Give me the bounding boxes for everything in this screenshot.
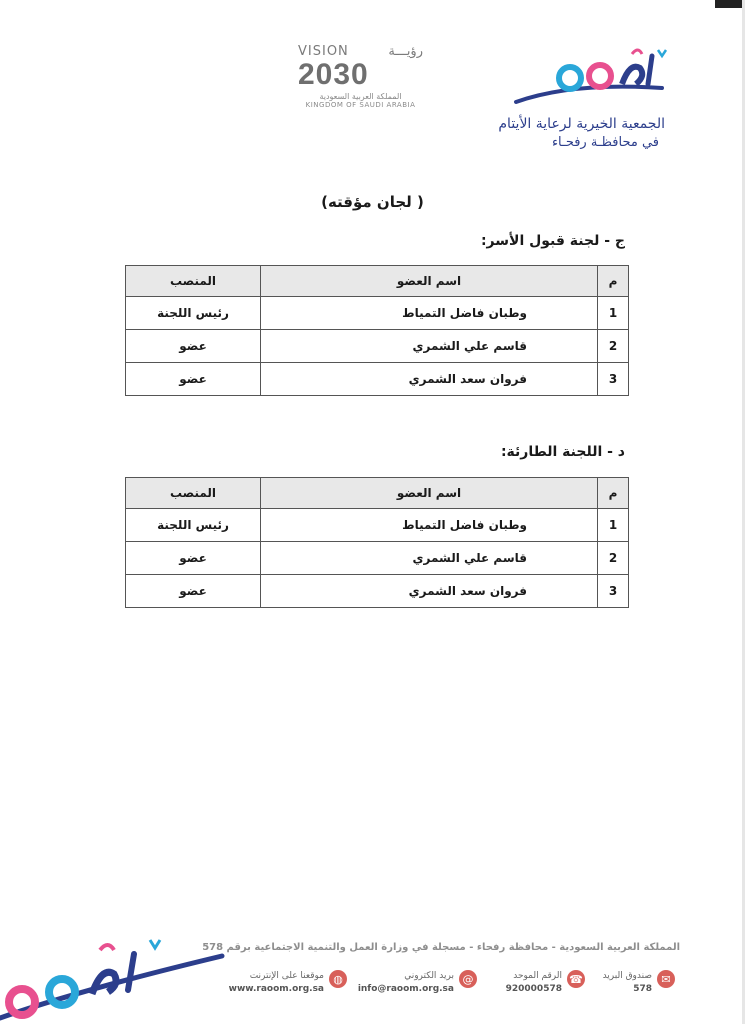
- contact-label: موقعنا على الإنترنت: [249, 971, 324, 981]
- column-header-number: م: [598, 478, 629, 509]
- vision-year: 2030: [298, 58, 369, 91]
- column-header-number: م: [598, 266, 629, 297]
- emergency-committee-table: [125, 477, 629, 608]
- table-header-row: [126, 266, 629, 297]
- member-name: فروان سعد الشمري: [261, 363, 598, 396]
- member-position: رئيس اللجنة: [126, 509, 261, 542]
- at-icon: @: [459, 970, 477, 988]
- contact-label: صندوق البريد: [602, 971, 652, 981]
- column-header-member: اسم العضو: [261, 266, 598, 297]
- section-heading-admissions: ج - لجنة قبول الأسر:: [480, 233, 625, 249]
- contact-label: الرقم الموحد: [513, 971, 562, 981]
- raoom-logo: [512, 42, 682, 110]
- row-number: 1: [598, 297, 629, 330]
- contact-value: 578: [633, 984, 652, 994]
- contact-label: بريد الكتروني: [404, 971, 454, 981]
- globe-icon: ◍: [329, 970, 347, 988]
- scan-edge: [715, 0, 745, 8]
- vision-word-ar: رؤيـــة: [388, 44, 423, 59]
- member-position: عضو: [126, 363, 261, 396]
- table-row: [126, 363, 629, 396]
- mailbox-icon: ✉: [657, 970, 675, 988]
- member-name: وطبان فاضل التمياط: [261, 297, 598, 330]
- contact-phone: [506, 970, 585, 996]
- member-position: عضو: [126, 542, 261, 575]
- admissions-committee-table: [125, 265, 629, 396]
- table-row: [126, 330, 629, 363]
- table-row: [126, 575, 629, 608]
- member-position: رئيس اللجنة: [126, 297, 261, 330]
- contact-value[interactable]: 920000578: [505, 984, 562, 994]
- column-header-member: اسم العضو: [261, 478, 598, 509]
- contact-value[interactable]: www.raoom.org.sa: [228, 984, 324, 994]
- member-name: وطبان فاضل التمياط: [261, 509, 598, 542]
- vision-2030-logo: [298, 44, 423, 122]
- row-number: 2: [598, 330, 629, 363]
- member-name: قاسم علي الشمري: [261, 542, 598, 575]
- member-position: عضو: [126, 330, 261, 363]
- row-number: 3: [598, 363, 629, 396]
- member-name: فروان سعد الشمري: [261, 575, 598, 608]
- column-header-position: المنصب: [126, 478, 261, 509]
- phone-icon: ☎: [567, 970, 585, 988]
- table-row: [126, 297, 629, 330]
- page-title: ( لجان مؤقته): [321, 193, 424, 211]
- table-header-row: [126, 478, 629, 509]
- contact-value[interactable]: info@raoom.org.sa: [357, 984, 454, 994]
- vision-country-en: KINGDOM OF SAUDI ARABIA: [305, 101, 416, 109]
- contact-email: [358, 970, 477, 996]
- column-header-position: المنصب: [126, 266, 261, 297]
- table-row: [126, 509, 629, 542]
- contact-mailbox: [603, 970, 675, 996]
- footer-raoom-logo: [0, 930, 230, 1024]
- member-name: قاسم علي الشمري: [261, 330, 598, 363]
- org-name: الجمعية الخيرية لرعاية الأيتام: [498, 116, 665, 132]
- contact-website: [229, 970, 347, 996]
- vision-country-ar: المملكة العربية السعودية: [319, 92, 402, 101]
- org-subtitle: في محافظـة رفحـاء: [551, 135, 659, 150]
- member-position: عضو: [126, 575, 261, 608]
- table-row: [126, 542, 629, 575]
- row-number: 3: [598, 575, 629, 608]
- row-number: 2: [598, 542, 629, 575]
- footer-registration: المملكة العربية السعودية - محافظة رفحاء - مسجلة في وزارة العمل والتنمية الاجتماعية برقم 578: [202, 942, 680, 953]
- section-heading-emergency: د - اللجنة الطارئة:: [500, 444, 625, 460]
- vision-word-en: VISION: [298, 44, 349, 59]
- row-number: 1: [598, 509, 629, 542]
